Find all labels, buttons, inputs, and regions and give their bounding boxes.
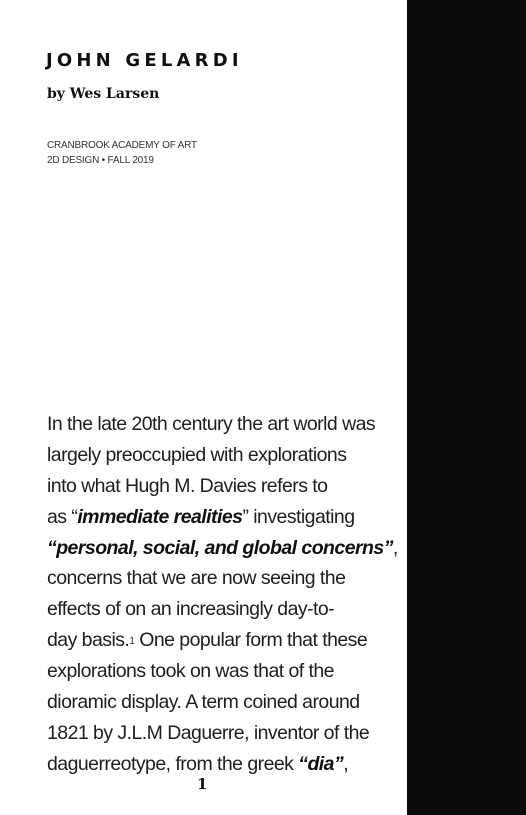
body-line: “personal, social, and global concerns”,: [47, 536, 398, 559]
body-line: day basis.$^1$ One popular form that these: [47, 629, 368, 652]
emphasis-concerns-quote: “personal, social, and global concerns”: [47, 536, 393, 559]
body-line: largely preoccupied with explorations: [47, 443, 347, 466]
course-label: 2D DESIGN • FALL 2019: [47, 155, 154, 166]
dark-side-panel: [407, 0, 526, 815]
body-line: effects of on an increasingly day-to-: [47, 598, 335, 621]
body-line: explorations took on was that of the: [47, 660, 334, 683]
body-line: concerns that we are now seeing the: [47, 567, 346, 590]
body-line: as “immediate realities” investigating: [47, 505, 355, 528]
body-line: into what Hugh M. Davies refers to: [47, 474, 328, 497]
body-line: In the late 20th century the art world was: [47, 413, 376, 435]
course-meta: [47, 138, 197, 168]
body-line: dioramic display. A term coined around: [47, 691, 360, 714]
emphasis-immediate-realities: immediate realities: [77, 505, 243, 528]
institution-label: CRANBROOK ACADEMY OF ART: [47, 140, 197, 151]
document-title: JOHN GELARDI: [46, 50, 243, 71]
body-line: 1821 by J.L.M Daguerre, inventor of the: [47, 721, 370, 744]
page-number: 1: [197, 775, 208, 793]
author-byline: by Wes Larsen: [47, 86, 160, 102]
emphasis-dia: “dia”: [298, 752, 344, 775]
body-line: daguerreotype, from the greek “dia”,: [47, 752, 349, 775]
body-paragraph: [47, 409, 407, 780]
footnote-marker: 1: [129, 636, 135, 648]
